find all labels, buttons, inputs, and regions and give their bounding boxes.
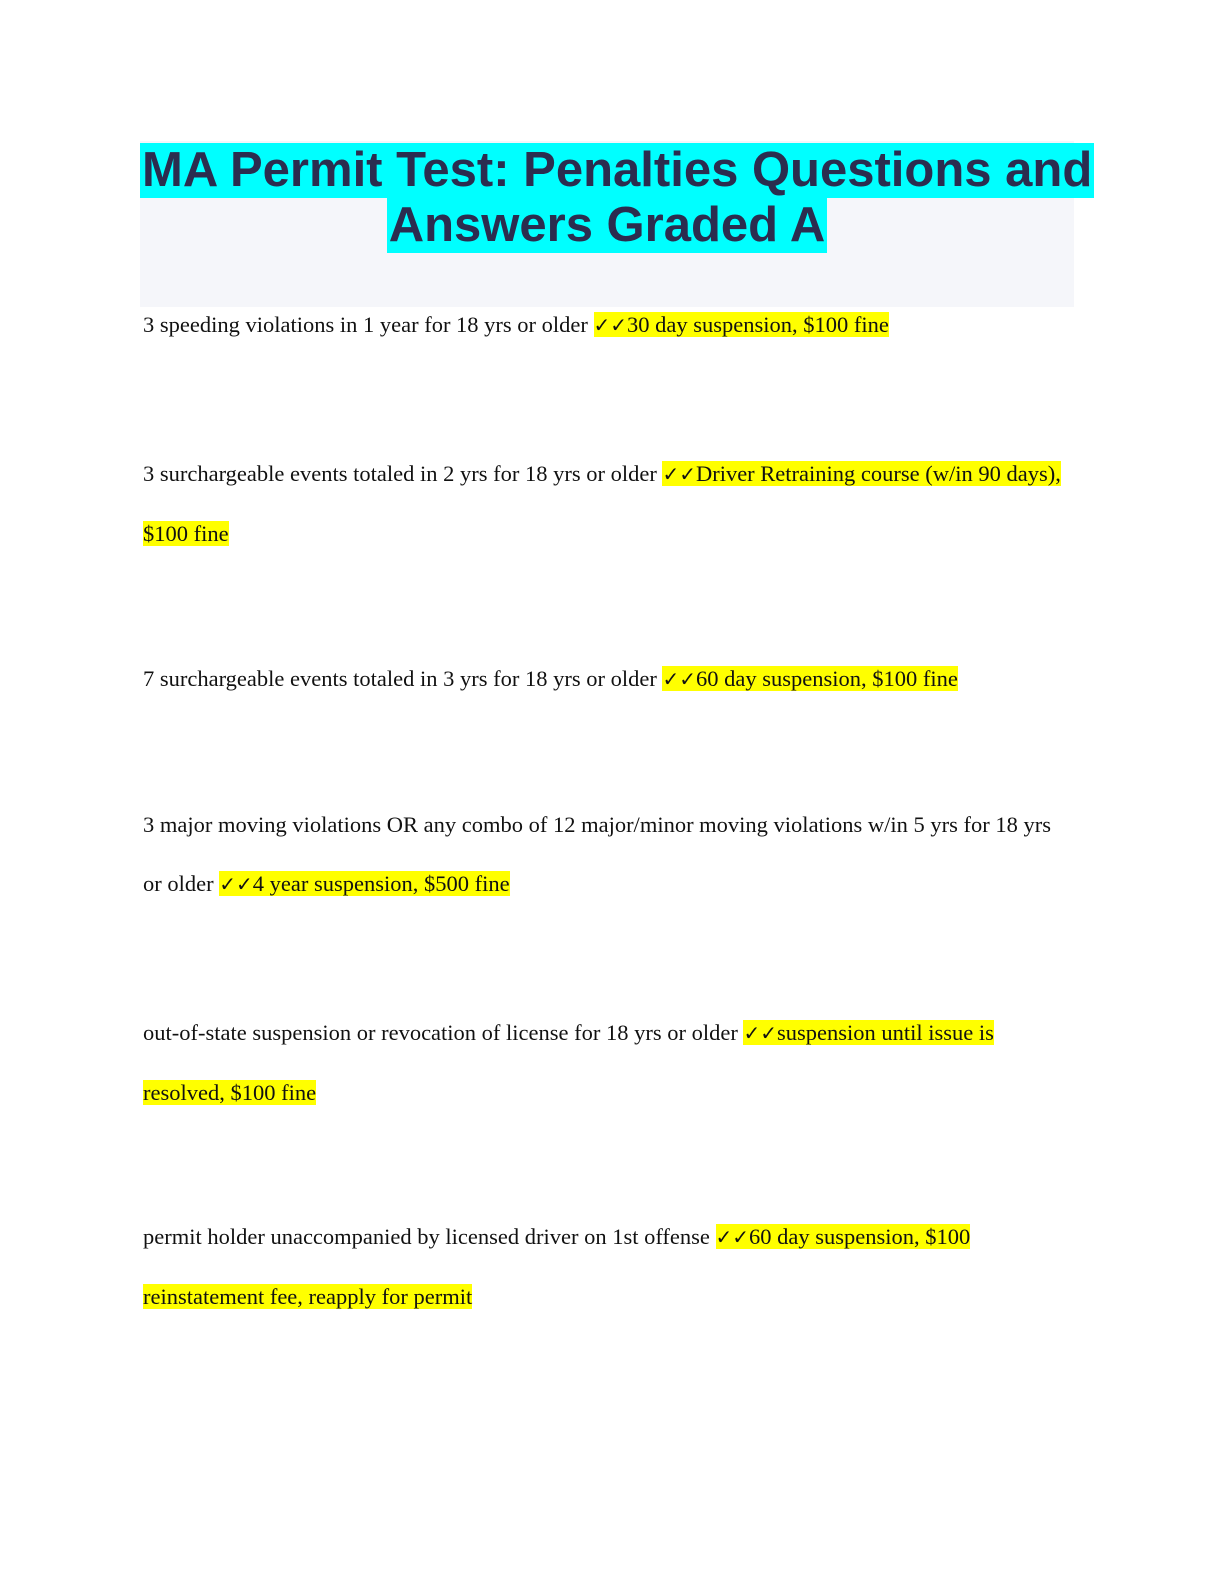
- answer-text: Driver Retraining course (w/in 90 days), $100 fine: [143, 461, 1061, 546]
- title-line-1: MA Permit Test: Penalties Questions and: [142, 143, 1093, 197]
- double-check-icon: ✓✓: [743, 1021, 777, 1045]
- qa-item: [143, 444, 1073, 563]
- question-text: 3 speeding violations in 1 year for 18 yrs or older: [143, 312, 594, 337]
- question-text: 3 major moving violations OR any combo of 12 major/minor moving violations w/in 5 yrs for 18 yrs or older: [143, 812, 1052, 896]
- double-check-icon: ✓✓: [662, 462, 696, 486]
- question-text: permit holder unaccompanied by licensed driver on 1st offense: [143, 1224, 716, 1249]
- question-text: 3 surchargeable events totaled in 2 yrs for 18 yrs or older: [143, 461, 663, 486]
- answer-text: 4 year suspension, $500 fine: [252, 871, 510, 896]
- answer-text: 60 day suspension, $100 fine: [695, 666, 958, 691]
- title-box: [140, 141, 1093, 307]
- answer-text: suspension until issue is resolved, $100 fine: [143, 1020, 994, 1105]
- answer-highlight: [594, 312, 889, 337]
- answer-highlight: [662, 666, 957, 691]
- double-check-icon: ✓✓: [715, 1225, 750, 1249]
- answer-text: 60 day suspension, $100 reinstatement fee, reapply for permit: [143, 1224, 971, 1309]
- question-text: 7 surchargeable events totaled in 3 yrs for 18 yrs or older: [143, 666, 663, 691]
- qa-item: [143, 295, 1073, 355]
- answer-highlight: [219, 871, 509, 896]
- qa-item: [143, 649, 1073, 709]
- question-text: out-of-state suspension or revocation of license for 18 yrs or older: [143, 1020, 744, 1045]
- document-title: [140, 141, 1093, 253]
- answer-text: 30 day suspension, $100 fine: [627, 312, 889, 337]
- double-check-icon: ✓✓: [593, 313, 628, 337]
- qa-item: [143, 795, 1073, 914]
- double-check-icon: ✓✓: [662, 667, 696, 691]
- qa-item: [143, 1003, 1073, 1122]
- qa-item: [143, 1207, 1073, 1326]
- title-line-2: Answers Graded A: [388, 198, 826, 252]
- double-check-icon: ✓✓: [219, 872, 253, 896]
